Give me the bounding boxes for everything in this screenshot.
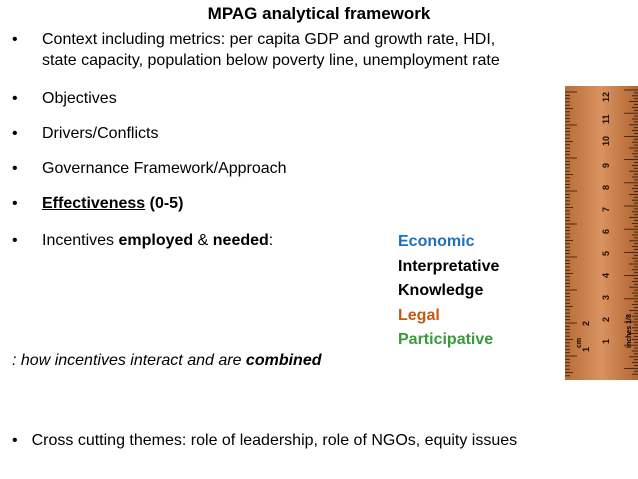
ruler-number: 8 [601, 184, 611, 190]
incentive-knowledge: Knowledge [398, 282, 484, 299]
ruler-image [565, 86, 638, 380]
ruler-number: 1 [581, 346, 591, 352]
bullet-cross-cutting [12, 432, 517, 450]
context-line-2: state capacity, population below poverty line, unemployment rate [42, 52, 500, 69]
ruler-number: 10 [601, 135, 611, 146]
incentive-participative: Participative [398, 331, 494, 348]
incentives-employed: employed [118, 232, 194, 249]
incentive-economic: Economic [398, 233, 475, 250]
ruler-number: 2 [581, 320, 591, 326]
ruler-number: 9 [601, 162, 611, 168]
ruler-cm-label: cm [576, 337, 583, 348]
bullet-icon: • [12, 90, 18, 107]
incentive-legal: Legal [398, 306, 440, 324]
governance-text: Governance Framework/Approach [42, 160, 287, 177]
ruler-number: 6 [601, 228, 611, 234]
effectiveness-label: Effectiveness [42, 195, 146, 212]
incentives-note [12, 352, 321, 370]
ruler-number: 7 [601, 206, 611, 212]
ruler-number: 2 [601, 316, 611, 322]
ruler-number: 11 [601, 114, 611, 124]
ruler-number: 12 [601, 91, 611, 102]
incentives-colon: : [268, 232, 274, 249]
incentives-needed: needed [212, 232, 269, 249]
ruler-number: 4 [601, 272, 611, 278]
ruler-number: 3 [601, 294, 611, 300]
effectiveness-scale: (0-5) [149, 195, 184, 212]
ruler-number: 5 [601, 250, 611, 256]
incentive-types-list [398, 230, 499, 353]
drivers-text: Drivers/Conflicts [42, 125, 159, 142]
note-emphasis: combined [245, 352, 322, 369]
ruler-inch-label: inches 1/8 [626, 314, 633, 348]
cross-cutting-text: Cross cutting themes: role of leadership, role of NGOs, equity issues [31, 432, 518, 449]
bullet-icon: • [12, 432, 18, 449]
slide-title: MPAG analytical framework [207, 4, 431, 23]
bullet-icon: • [12, 160, 18, 177]
ruler-number: 1 [601, 338, 611, 344]
bullet-icon: • [12, 125, 18, 142]
incentives-prefix: Incentives [42, 232, 115, 249]
incentive-interpretative: Interpretative [398, 257, 500, 275]
incentives-and: & [197, 232, 209, 249]
context-line-1: Context including metrics: per capita GDP and growth rate, HDI, [42, 31, 496, 48]
note-prefix: : how incentives interact and are [12, 352, 242, 369]
bullet-icon: • [12, 195, 18, 212]
bullet-icon: • [12, 31, 18, 48]
objectives-text: Objectives [42, 90, 117, 107]
bullet-icon: • [12, 232, 18, 249]
